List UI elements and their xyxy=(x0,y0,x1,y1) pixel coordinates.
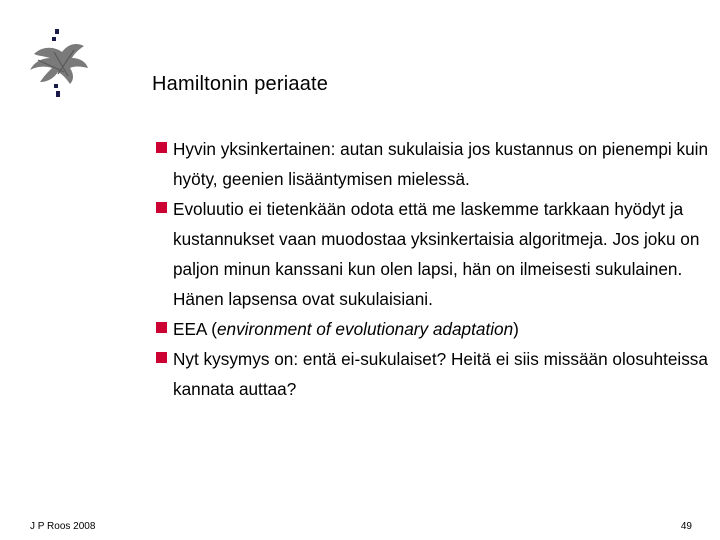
bullet-text-italic: environment of evolutionary adaptation xyxy=(216,319,514,339)
bullet-text: Evoluutio ei tietenkään odota että me laskemme tarkkaan hyödyt ja kustannukset vaan muodostaa yksinkertaisia algoritmeja. Jos joku on paljon minun kanssani kun olen lapsi, hän on ilmeisesti sukulainen. Hänen lapsensa ovat sukulaisiani. xyxy=(173,199,700,309)
bullet-text: Nyt kysymys on: entä ei-sukulaiset? Heitä ei siis missään olosuhteissa kannata auttaa? xyxy=(173,349,708,399)
university-logo xyxy=(24,28,90,98)
bullet-text-prefix: EEA ( xyxy=(173,319,217,339)
bullet-list xyxy=(150,134,710,404)
bullet-item xyxy=(150,314,710,344)
square-bullet-icon xyxy=(156,352,167,363)
footer-author: J P Roos 2008 xyxy=(30,521,96,532)
page-number: 49 xyxy=(680,521,692,532)
bullet-text: Hyvin yksinkertainen: autan sukulaisia jos kustannus on pienempi kuin hyöty, geenien lisääntymisen mielessä. xyxy=(173,139,709,189)
square-bullet-icon xyxy=(156,202,167,213)
bullet-item xyxy=(150,194,710,314)
square-bullet-icon xyxy=(156,142,167,153)
square-bullet-icon xyxy=(156,322,167,333)
bullet-item xyxy=(150,134,710,194)
bullet-text-suffix: ) xyxy=(513,319,519,339)
bullet-item xyxy=(150,344,710,404)
slide-title: Hamiltonin periaate xyxy=(152,73,329,95)
